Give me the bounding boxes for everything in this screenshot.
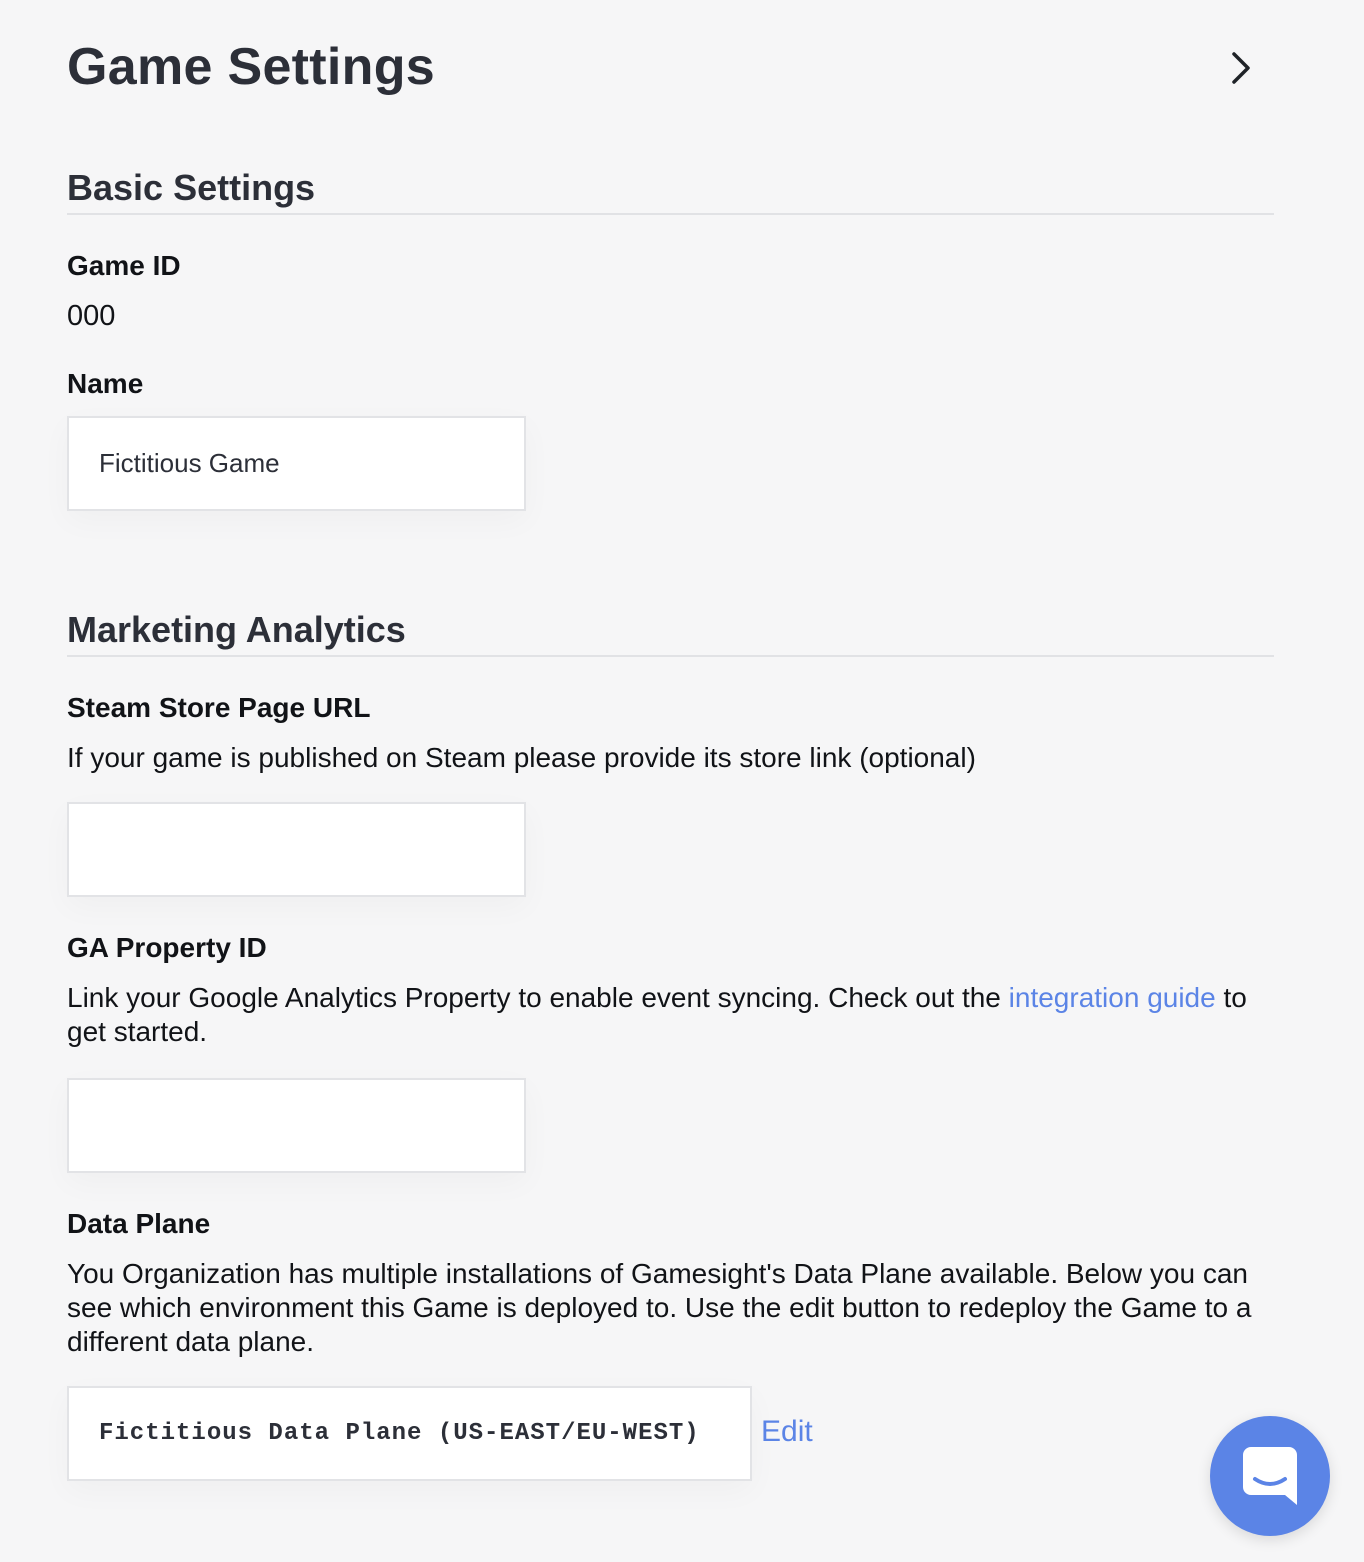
section-divider xyxy=(67,655,1274,657)
chat-launcher-button[interactable] xyxy=(1210,1416,1330,1536)
name-input[interactable] xyxy=(67,416,526,511)
data-plane-value: Fictitious Data Plane (US-EAST/EU-WEST) xyxy=(67,1386,752,1481)
chevron-right-icon xyxy=(1230,50,1252,86)
collapse-panel-button[interactable] xyxy=(1219,44,1263,92)
ga-description-text-end: to get started. xyxy=(67,982,1247,1047)
game-id-value: 000 xyxy=(67,300,116,332)
section-divider xyxy=(67,213,1274,215)
ga-property-input[interactable] xyxy=(67,1078,526,1173)
game-id-label: Game ID xyxy=(67,250,181,281)
steam-url-description: If your game is published on Steam please provide its store link (optional) xyxy=(67,742,976,773)
data-plane-label: Data Plane xyxy=(67,1208,211,1239)
edit-data-plane-link[interactable]: Edit xyxy=(761,1415,813,1448)
data-plane-description: You Organization has multiple installations of Gamesight's Data Plane available. Below you can see which environment this Game is deployed to. Use the edit button to redeploy the Game to a different data plane. xyxy=(67,1258,1252,1357)
steam-url-input[interactable] xyxy=(67,802,526,897)
steam-url-label: Steam Store Page URL xyxy=(67,692,371,723)
page-title: Game Settings xyxy=(67,38,436,96)
chat-bubble-icon xyxy=(1241,1445,1299,1507)
basic-settings-heading: Basic Settings xyxy=(67,167,316,208)
ga-property-label: GA Property ID xyxy=(67,932,267,963)
ga-property-description xyxy=(67,981,1257,1049)
integration-guide-link[interactable]: integration guide xyxy=(1008,982,1216,1013)
ga-description-text: Link your Google Analytics Property to enable event syncing. Check out the xyxy=(67,982,1009,1013)
marketing-analytics-heading: Marketing Analytics xyxy=(67,609,406,650)
name-label: Name xyxy=(67,368,144,399)
